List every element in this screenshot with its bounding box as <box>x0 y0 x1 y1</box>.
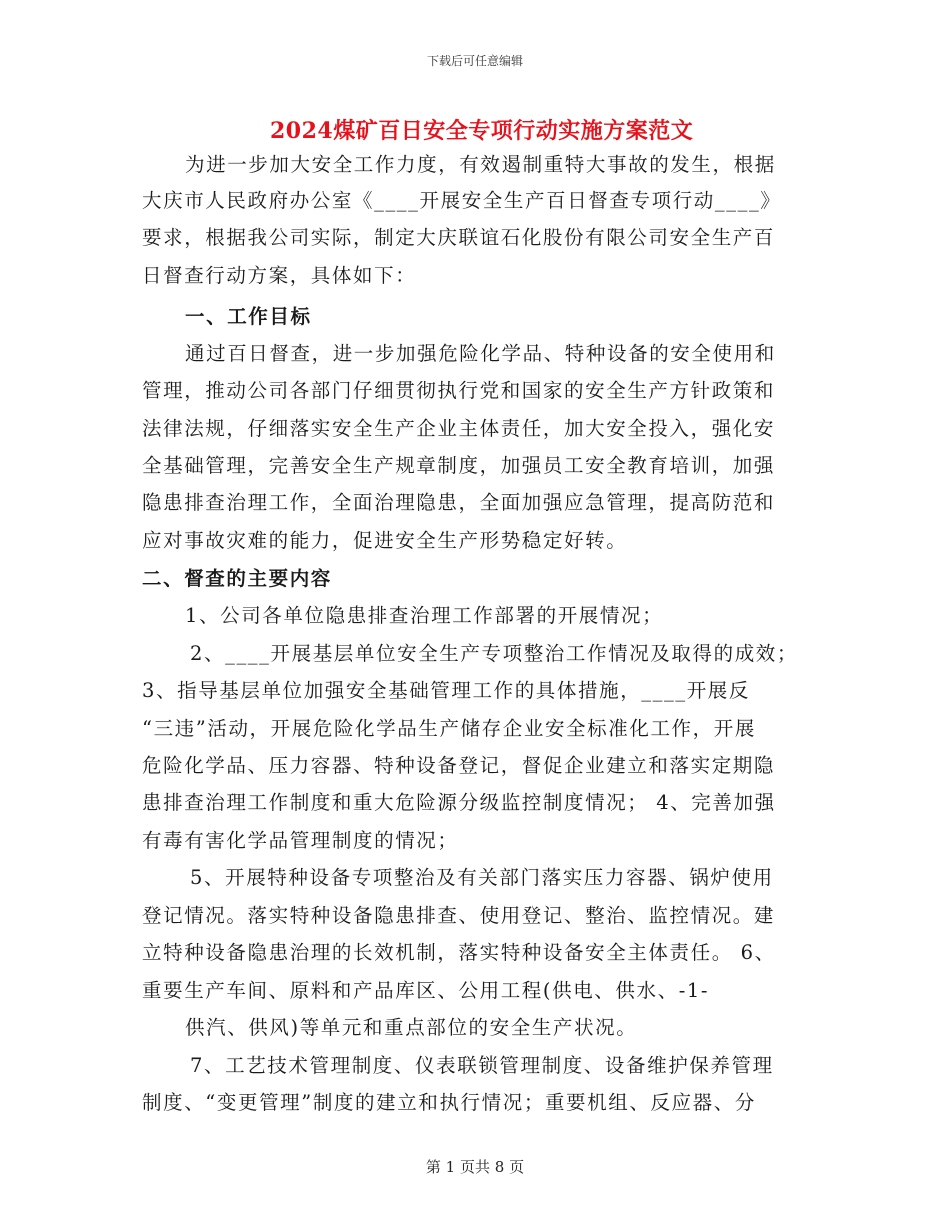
paragraph-line: 立特种设备隐患治理的长效机制，落实特种设备安全主体责任。 6、 <box>142 941 776 964</box>
paragraph-line: 通过百日督查，进一步加强危险化学品、特种设备的安全使用和 <box>185 342 776 365</box>
paragraph-line: 危险化学品、压力容器、特种设备登记，督促企业建立和落实定期隐 <box>142 754 776 777</box>
paragraph-line: “三违”活动，开展危险化学品生产储存企业安全标准化工作，开展 <box>142 717 756 740</box>
paragraph-line: 患排查治理工作制度和重大危险源分级监控制度情况； 4、完善加强 <box>142 791 776 814</box>
page-footer: 第 1 页共 8 页 <box>425 1158 525 1176</box>
paragraph-line: 重要生产车间、原料和产品库区、公用工程(供电、供水、-1- <box>142 979 710 1002</box>
paragraph-line: 应对事故灾难的能力，促进安全生产形势稳定好转。 <box>142 529 628 552</box>
paragraph-line: 7、工艺技术管理制度、仪表联锁管理制度、设备维护保养管理 <box>190 1054 774 1077</box>
paragraph-line: 制度、“变更管理”制度的建立和执行情况；重要机组、反应器、分 <box>142 1091 756 1114</box>
section-heading: 一、工作目标 <box>185 305 312 328</box>
paragraph-line: 为进一步加大安全工作力度，有效遏制重特大事故的发生，根据 <box>185 153 776 176</box>
paragraph-line: 日督查行动方案，具体如下： <box>142 264 417 287</box>
paragraph-line: 3、指导基层单位加强安全基础管理工作的具体措施，____开展反 <box>142 679 751 702</box>
paragraph-line: 大庆市人民政府办公室《____开展安全生产百日督查专项行动____》 <box>142 189 782 212</box>
paragraph-line: 管理，推动公司各部门仔细贯彻执行党和国家的安全生产方针政策和 <box>142 379 776 402</box>
section-heading: 二、督查的主要内容 <box>142 567 332 590</box>
paragraph-line: 隐患排查治理工作，全面治理隐患，全面加强应急管理，提高防范和 <box>142 491 776 514</box>
document-title: 2024煤矿百日安全专项行动实施方案范文 <box>270 118 694 144</box>
header-note: 下载后可任意编辑 <box>426 54 523 68</box>
paragraph-line: 1、公司各单位隐患排查治理工作部署的开展情况； <box>185 604 664 627</box>
paragraph-line: 登记情况。落实特种设备隐患排查、使用登记、整治、监控情况。建 <box>142 904 776 927</box>
paragraph-line: 供汽、供风)等单元和重点部位的安全生产状况。 <box>185 1016 638 1039</box>
paragraph-line: 要求，根据我公司实际，制定大庆联谊石化股份有限公司安全生产百 <box>142 226 776 249</box>
paragraph-line: 全基础管理，完善安全生产规章制度，加强员工安全教育培训，加强 <box>142 454 776 477</box>
paragraph-line: 有毒有害化学品管理制度的情况； <box>142 829 459 852</box>
paragraph-line: 5、开展特种设备专项整治及有关部门落实压力容器、锅炉使用 <box>190 866 774 889</box>
paragraph-line: 法律法规，仔细落实安全生产企业主体责任，加大安全投入，强化安 <box>142 417 776 440</box>
paragraph-line: 2、____开展基层单位安全生产专项整治工作情况及取得的成效； <box>190 642 799 665</box>
